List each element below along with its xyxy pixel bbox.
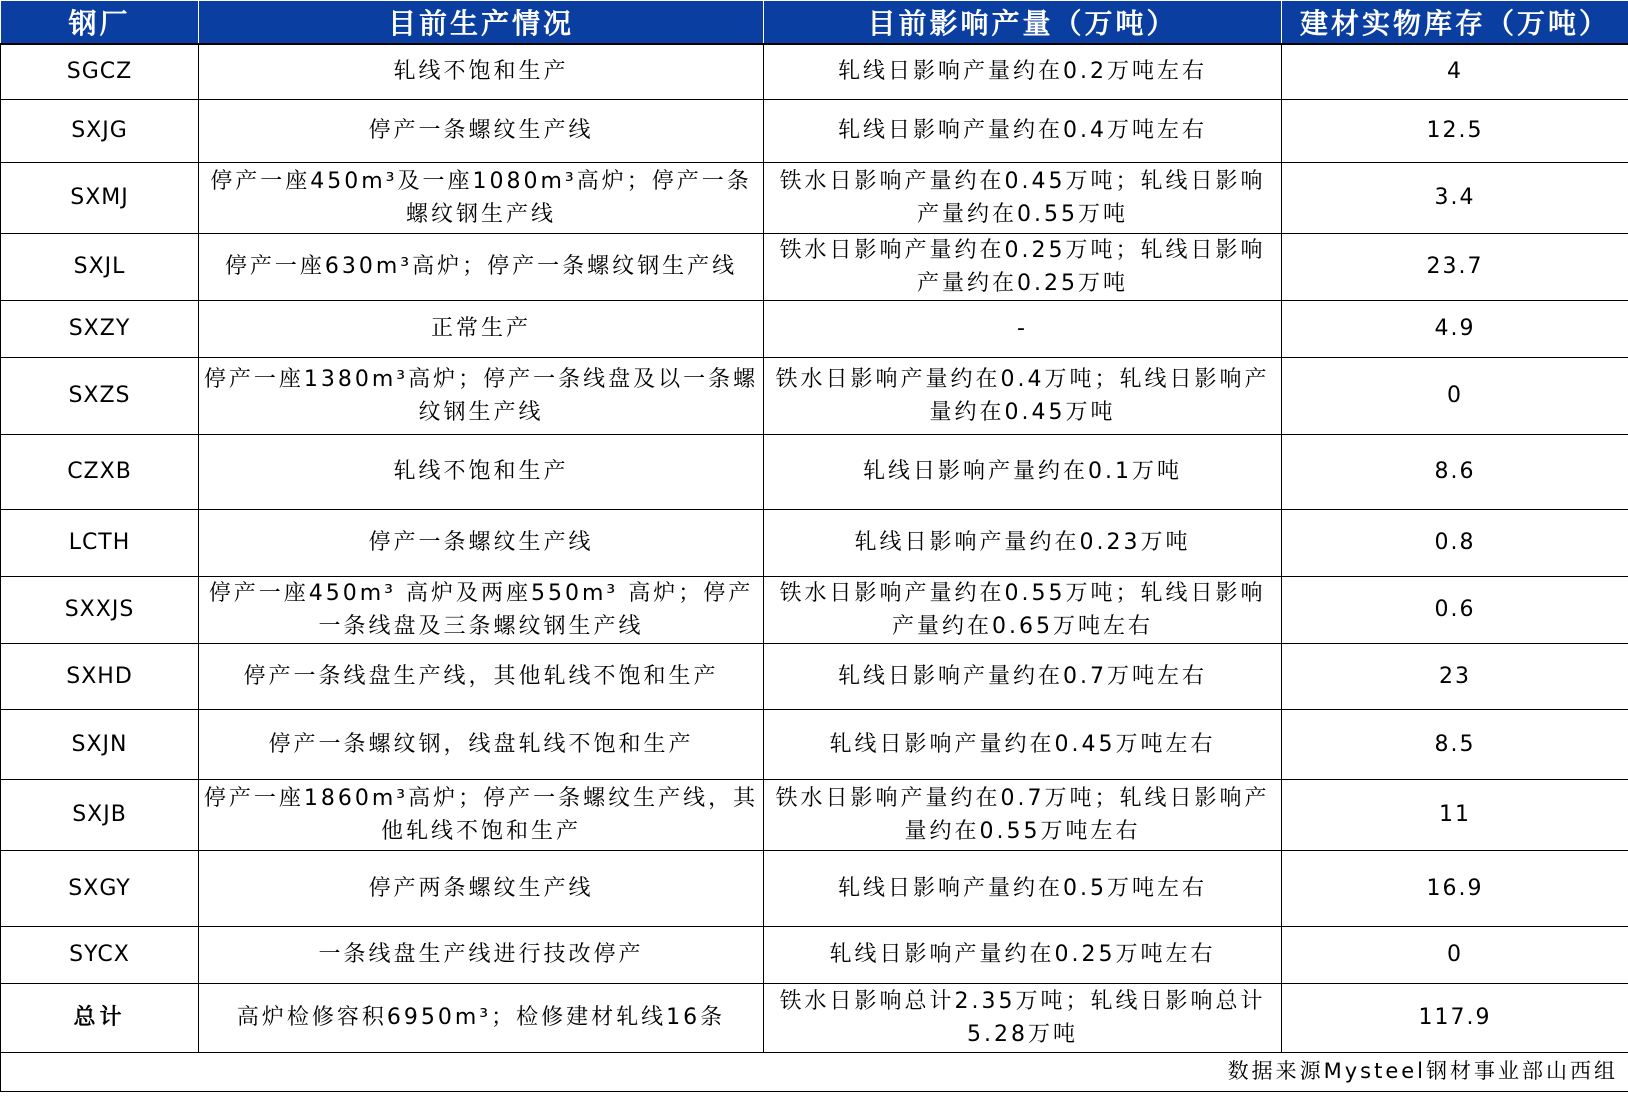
cell-impact: 铁水日影响产量约在0.25万吨；轧线日影响产量约在0.25万吨 <box>764 233 1282 300</box>
table-row <box>1 99 1628 162</box>
header-status: 目前生产情况 <box>199 1 764 45</box>
cell-mill: SXXJS <box>1 576 199 643</box>
cell-impact: 铁水日影响产量约在0.4万吨；轧线日影响产量约在0.45万吨 <box>764 357 1282 434</box>
cell-status: 停产两条螺纹生产线 <box>199 850 764 926</box>
total-label: 总计 <box>1 983 199 1052</box>
cell-impact: 铁水日影响产量约在0.55万吨；轧线日影响产量约在0.65万吨左右 <box>764 576 1282 643</box>
cell-status: 停产一座450m³ 高炉及两座550m³ 高炉；停产一条线盘及三条螺纹钢生产线 <box>199 576 764 643</box>
cell-impact: 铁水日影响产量约在0.45万吨；轧线日影响产量约在0.55万吨 <box>764 162 1282 233</box>
cell-status: 停产一座1380m³高炉；停产一条线盘及以一条螺纹钢生产线 <box>199 357 764 434</box>
cell-stock: 4.9 <box>1282 300 1628 357</box>
table-row <box>1 162 1628 233</box>
cell-mill: CZXB <box>1 434 199 509</box>
header-row <box>1 1 1628 45</box>
cell-stock: 4 <box>1282 44 1628 99</box>
cell-stock: 0.8 <box>1282 509 1628 576</box>
table-row <box>1 44 1628 99</box>
cell-mill: SXZS <box>1 357 199 434</box>
cell-mill: SXJN <box>1 709 199 779</box>
cell-mill: SXJL <box>1 233 199 300</box>
table-row <box>1 357 1628 434</box>
cell-status: 停产一条螺纹生产线 <box>199 509 764 576</box>
total-stock: 117.9 <box>1282 983 1628 1052</box>
cell-mill: SXJG <box>1 99 199 162</box>
cell-mill: LCTH <box>1 509 199 576</box>
cell-impact: - <box>764 300 1282 357</box>
cell-status: 轧线不饱和生产 <box>199 44 764 99</box>
cell-impact: 轧线日影响产量约在0.23万吨 <box>764 509 1282 576</box>
cell-impact: 轧线日影响产量约在0.45万吨左右 <box>764 709 1282 779</box>
cell-stock: 11 <box>1282 779 1628 850</box>
header-impact: 目前影响产量（万吨） <box>764 1 1282 45</box>
cell-impact: 轧线日影响产量约在0.4万吨左右 <box>764 99 1282 162</box>
table-row <box>1 643 1628 709</box>
cell-status: 正常生产 <box>199 300 764 357</box>
cell-status: 停产一条螺纹生产线 <box>199 99 764 162</box>
cell-impact: 轧线日影响产量约在0.7万吨左右 <box>764 643 1282 709</box>
cell-status: 停产一条线盘生产线，其他轧线不饱和生产 <box>199 643 764 709</box>
source-note: 数据来源Mysteel钢材事业部山西组 <box>1 1052 1628 1091</box>
cell-mill: SXJB <box>1 779 199 850</box>
cell-stock: 0 <box>1282 357 1628 434</box>
cell-impact: 轧线日影响产量约在0.1万吨 <box>764 434 1282 509</box>
cell-status: 轧线不饱和生产 <box>199 434 764 509</box>
cell-stock: 8.5 <box>1282 709 1628 779</box>
header-stock: 建材实物库存（万吨） <box>1282 1 1628 45</box>
total-row <box>1 983 1628 1052</box>
cell-stock: 3.4 <box>1282 162 1628 233</box>
cell-stock: 12.5 <box>1282 99 1628 162</box>
cell-stock: 16.9 <box>1282 850 1628 926</box>
table-row <box>1 709 1628 779</box>
cell-status: 停产一条螺纹钢，线盘轧线不饱和生产 <box>199 709 764 779</box>
cell-stock: 0 <box>1282 926 1628 983</box>
cell-stock: 23 <box>1282 643 1628 709</box>
table-row <box>1 434 1628 509</box>
total-impact: 铁水日影响总计2.35万吨；轧线日影响总计5.28万吨 <box>764 983 1282 1052</box>
cell-mill: SXGY <box>1 850 199 926</box>
table-body <box>1 44 1628 1091</box>
cell-mill: SXHD <box>1 643 199 709</box>
cell-impact: 铁水日影响产量约在0.7万吨；轧线日影响产量约在0.55万吨左右 <box>764 779 1282 850</box>
cell-status: 一条线盘生产线进行技改停产 <box>199 926 764 983</box>
cell-stock: 8.6 <box>1282 434 1628 509</box>
cell-impact: 轧线日影响产量约在0.5万吨左右 <box>764 850 1282 926</box>
header-mill: 钢厂 <box>1 1 199 45</box>
table-row <box>1 233 1628 300</box>
total-status: 高炉检修容积6950m³；检修建材轧线16条 <box>199 983 764 1052</box>
table-row <box>1 779 1628 850</box>
source-row <box>1 1052 1628 1091</box>
table-row <box>1 926 1628 983</box>
cell-mill: SXZY <box>1 300 199 357</box>
cell-status: 停产一座1860m³高炉；停产一条螺纹生产线，其他轧线不饱和生产 <box>199 779 764 850</box>
table-row <box>1 300 1628 357</box>
cell-stock: 23.7 <box>1282 233 1628 300</box>
cell-mill: SYCX <box>1 926 199 983</box>
cell-impact: 轧线日影响产量约在0.25万吨左右 <box>764 926 1282 983</box>
cell-stock: 0.6 <box>1282 576 1628 643</box>
table-row <box>1 850 1628 926</box>
table-row <box>1 509 1628 576</box>
cell-mill: SXMJ <box>1 162 199 233</box>
cell-status: 停产一座450m³及一座1080m³高炉；停产一条螺纹钢生产线 <box>199 162 764 233</box>
cell-mill: SGCZ <box>1 44 199 99</box>
cell-impact: 轧线日影响产量约在0.2万吨左右 <box>764 44 1282 99</box>
table-row <box>1 576 1628 643</box>
cell-status: 停产一座630m³高炉；停产一条螺纹钢生产线 <box>199 233 764 300</box>
